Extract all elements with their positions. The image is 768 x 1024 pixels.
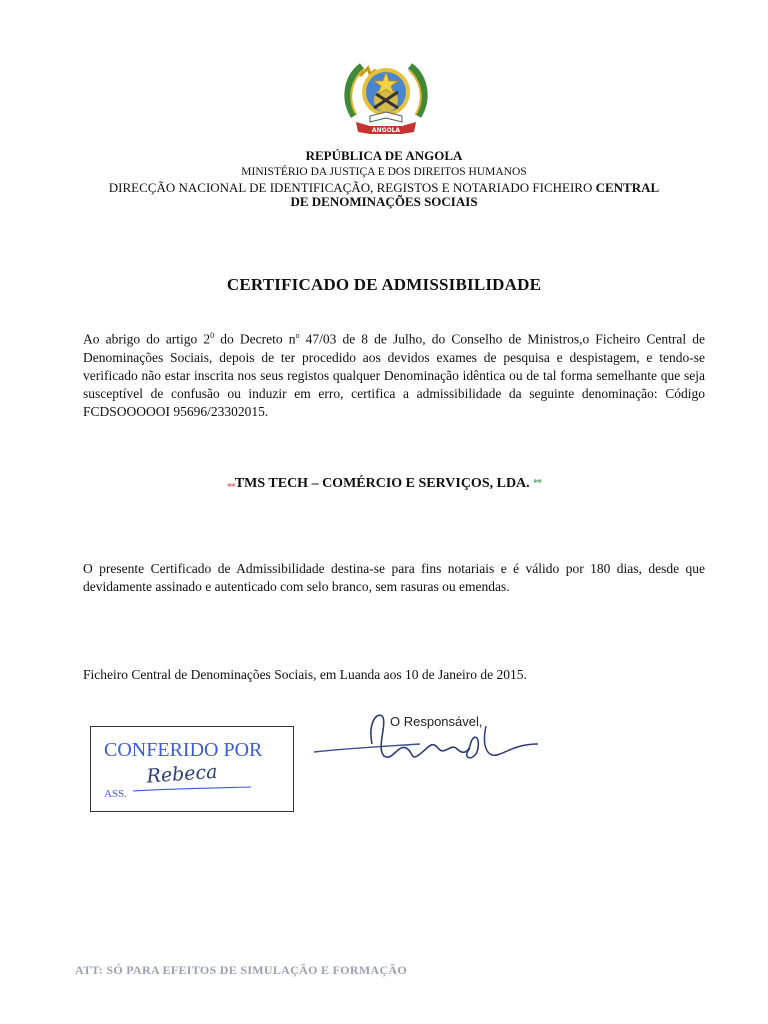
simulation-disclaimer: ATT: SÓ PARA EFEITOS DE SIMULAÇÃO E FORMAÇÃO: [75, 963, 408, 977]
stamp-signature-text: Rebeca: [145, 760, 219, 788]
coat-of-arms-emblem: [340, 56, 432, 140]
certificate-title: CERTIFICADO DE ADMISSIBILIDADE: [226, 275, 542, 294]
validity-paragraph: O presente Certificado de Admissibilidade destina-se para fins notariais e é válido por 180 dias, desde que devidamente assinado e autenticado com selo branco, sem rasuras ou emendas.: [83, 561, 705, 594]
paragraph1-sup-b: o: [295, 331, 300, 340]
direction-line1-bold: CENTRAL: [595, 180, 660, 195]
place-and-date: Ficheiro Central de Denominações Sociais, em Luanda aos 10 de Janeiro de 2015.: [83, 667, 527, 682]
stamp-signature: [131, 757, 261, 797]
stamp-title: CONFERIDO POR: [104, 739, 263, 761]
responsible-label: O Responsável,: [390, 714, 483, 729]
paragraph1-sup-a: 0: [210, 331, 215, 340]
direction-heading: [0, 181, 768, 209]
paragraph1-text-c: 47/03 de 8 de Julho, do Conselho de Ministros,o Ficheiro Central de Denominações Sociais, depois de ter procedido aos devidos exames de pesquisa e despistagem, e tendo-se verificado não estar inscrita nos seus registos qualquer Denominação idêntica ou de tal forma semelhante que seja susceptível de confusão ou induzir em erro, certifica a admissibilidade da seguinte denominação: Código FCDSOOOOOI 95696/23302015.: [83, 331, 705, 419]
direction-line1: DIRECÇÃO NACIONAL DE IDENTIFICAÇÃO, REGISTOS E NOTARIADO FICHEIRO: [108, 180, 596, 195]
paragraph1-text-b: do Decreto n: [214, 331, 296, 347]
ministry-heading: MINISTÉRIO DA JUSTIÇA E DOS DIREITOS HUMANOS: [241, 166, 527, 178]
paragraph1-text-a: Ao abrigo do artigo 2: [83, 331, 211, 347]
republic-heading: REPÚBLICA DE ANGOLA: [305, 148, 463, 163]
legal-paragraph: [83, 327, 705, 421]
stamp-signature-label: ASS.: [104, 788, 127, 800]
company-name: TMS TECH – COMÉRCIO E SERVIÇOS, LDA.: [234, 476, 530, 491]
emblem-ribbon-text: ANGOLA: [371, 127, 401, 134]
stars-right: **: [533, 478, 542, 489]
verification-stamp: [90, 726, 294, 812]
direction-line2: DE DENOMINAÇÕES SOCIAIS: [290, 194, 478, 209]
stars-left: **: [226, 482, 235, 493]
company-name-line: [0, 476, 768, 493]
